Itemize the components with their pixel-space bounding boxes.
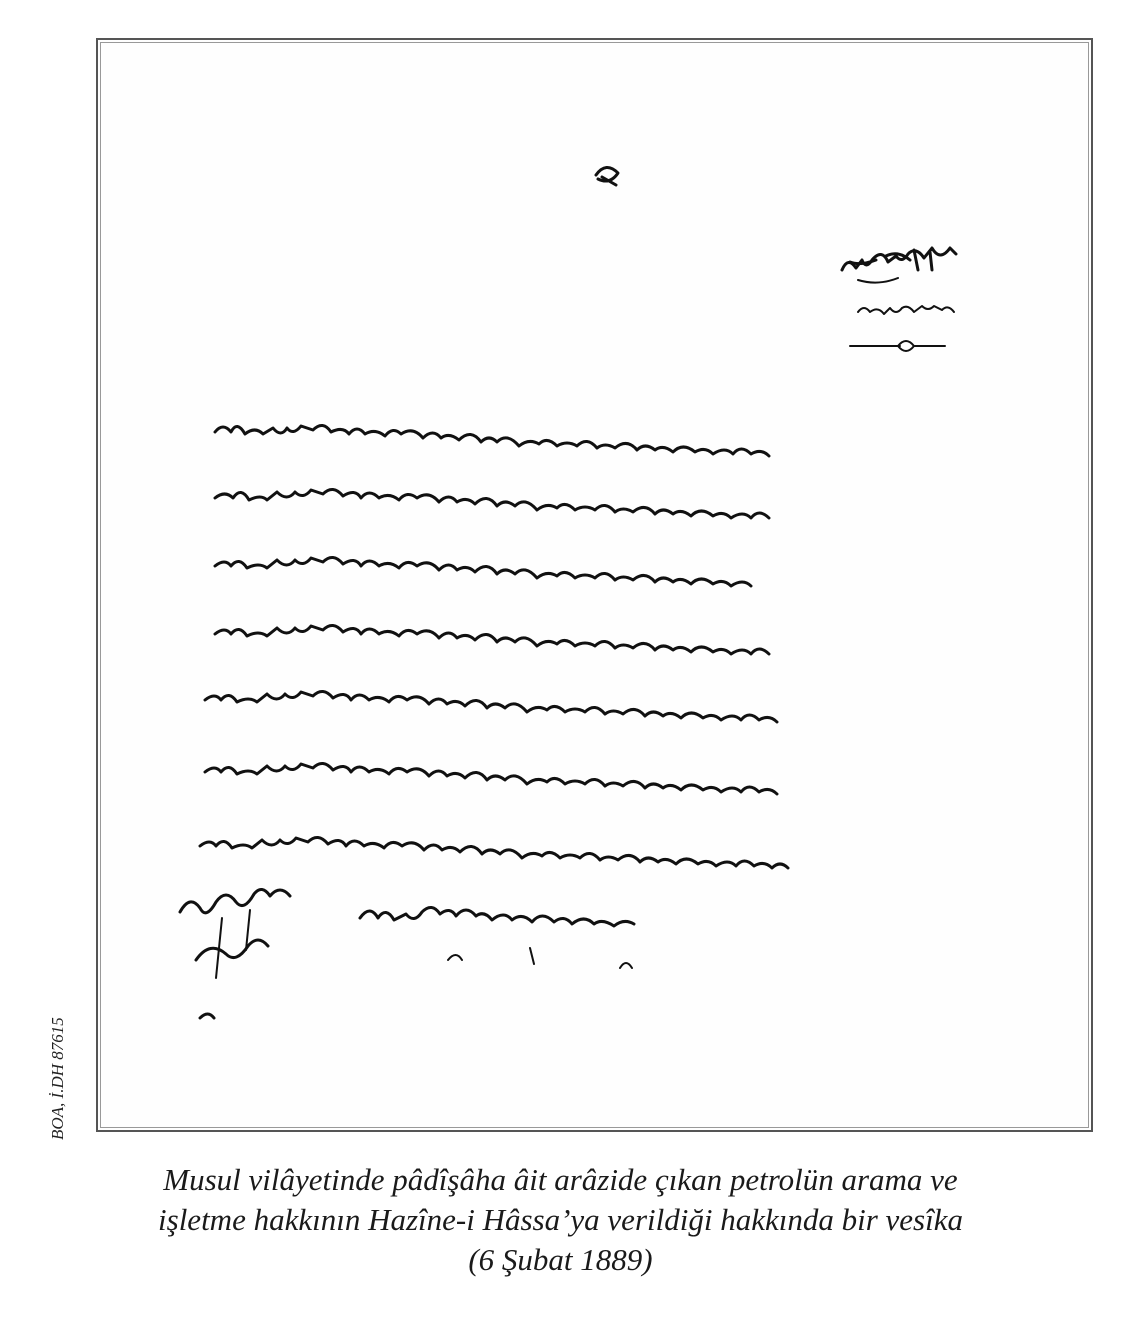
document-caption	[0, 1160, 1121, 1280]
archive-reference: BOA, İ.DH 87615	[48, 1017, 67, 1140]
caption-line-3: (6 Şubat 1889)	[468, 1242, 653, 1277]
document-frame-inner	[100, 42, 1089, 1128]
document-frame	[96, 38, 1093, 1132]
caption-line-1: Musul vilâyetinde pâdîşâha âit arâzide çıkan petrolün arama ve	[163, 1162, 958, 1197]
caption-line-2: işletme hakkının Hazîne-i Hâssa’ya verildiği hakkında bir vesîka	[158, 1202, 963, 1237]
